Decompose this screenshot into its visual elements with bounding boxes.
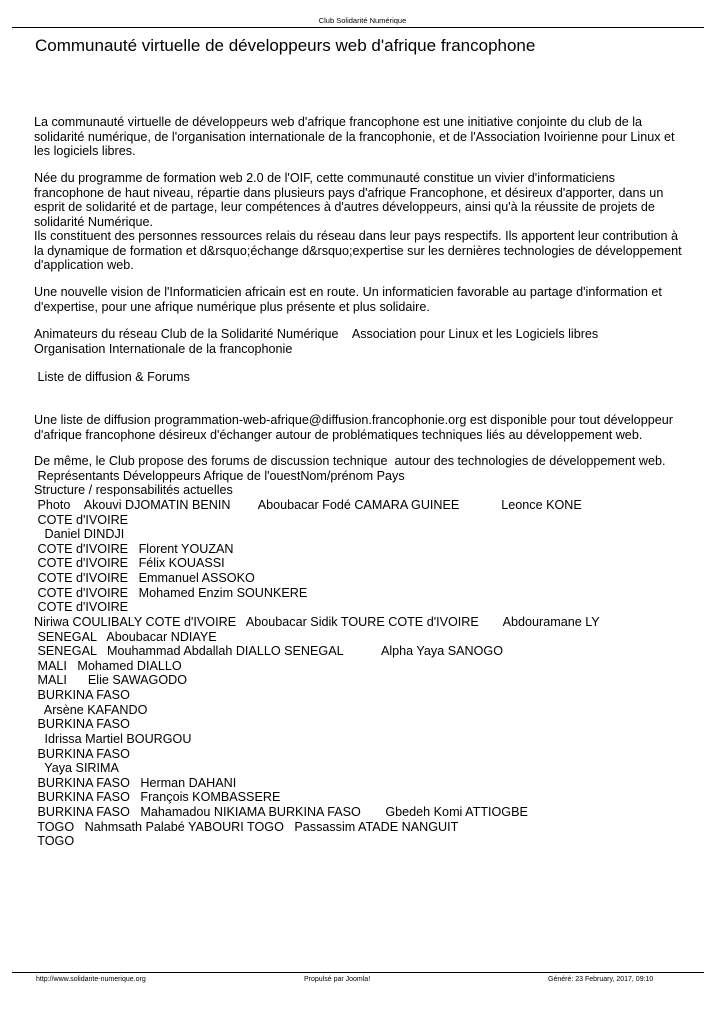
page-title: Communauté virtuelle de développeurs web d'afrique francophone xyxy=(35,36,536,55)
mailing-list-paragraph: Une liste de diffusion programmation-web-afrique@diffusion.francophonie.org est disponible pour tout développeur d'afrique francophone désireux d'échanger autour de problématiques techniques liés au développement web. xyxy=(34,413,673,442)
mailing-list-heading: Liste de diffusion & Forums xyxy=(34,370,190,384)
list-line: MALI Elie SAWAGODO xyxy=(34,673,188,688)
animateurs-line: Animateurs du réseau Club de la Solidarité Numérique Association pour Linux et les Logiciels libres Organisation Internationale de la francophonie xyxy=(34,327,613,356)
list-line: COTE d'IVOIRE xyxy=(34,600,129,615)
footer-url: http://www.solidarite-numerique.org xyxy=(36,976,146,983)
list-line: BURKINA FASO xyxy=(34,688,130,702)
program-paragraph: Née du programme de formation web 2.0 de l'OIF, cette communauté constitue un vivier d'informaticiens francophone de haut niveau, répartie dans plusieurs pays d'afrique Francophone, et désireux d'apporter, dans un esprit de solidarité et de partage, leur compétences à d'autres développeurs, ainsi qu'à la réussite de projets de solidarité Numérique. xyxy=(34,171,664,229)
list-line: De même, le Club propose des forums de discussion technique autour des technologies de développement web. xyxy=(34,454,666,468)
vision-paragraph: Une nouvelle vision de l'Informaticien africain est en route. Un informaticien favorable au partage d'information et d'expertise, pour une afrique numérique plus présente et plus solidaire. xyxy=(34,285,662,314)
list-line: Représentants Développeurs Afrique de l'ouestNom/prénom Pays xyxy=(34,468,405,483)
list-line: Idrissa Martiel BOURGOU xyxy=(34,731,192,746)
list-line: SENEGAL Mouhammad Abdallah DIALLO SENEGAL Alpha Yaya SANOGO xyxy=(34,644,503,659)
relay-paragraph: Ils constituent des personnes ressources relais du réseau dans leur pays respectifs. Ils apportent leur contribution à la dynamique de formation et d&rsquo;échange d&rsquo;expertise sur les dernières technologies de développement d'application web. xyxy=(34,229,682,273)
header-divider xyxy=(12,27,704,28)
list-line: BURKINA FASO François KOMBASSERE xyxy=(34,790,281,805)
list-line: BURKINA FASO xyxy=(34,746,130,761)
list-line: TOGO xyxy=(34,834,75,849)
list-line: TOGO Nahmsath Palabé YABOURI TOGO Passassim ATADE NANGUIT xyxy=(34,819,459,834)
representatives-list xyxy=(34,454,665,849)
list-line: SENEGAL Aboubacar NDIAYE xyxy=(34,629,217,644)
list-line: COTE d'IVOIRE Florent YOUZAN xyxy=(34,541,234,556)
list-line: Arsène KAFANDO xyxy=(34,702,148,717)
list-line: COTE d'IVOIRE xyxy=(34,512,129,527)
list-line: COTE d'IVOIRE Emmanuel ASSOKO xyxy=(34,571,255,585)
list-line: MALI Mohamed DIALLO xyxy=(34,658,182,673)
list-line: BURKINA FASO Mahamadou NIKIAMA BURKINA FASO Gbedeh Komi ATTIOGBE xyxy=(34,805,528,819)
footer-powered: Propulsé par Joomla! xyxy=(304,976,371,983)
list-line: Daniel DINDJI xyxy=(34,527,125,542)
list-line: Niriwa COULIBALY COTE d'IVOIRE Aboubacar Sidik TOURE COTE d'IVOIRE Abdouramane LY xyxy=(34,614,600,629)
list-line: Yaya SIRIMA xyxy=(34,761,119,776)
intro-paragraph: La communauté virtuelle de développeurs web d'afrique francophone est une initiative conjointe du club de la solidarité numérique, de l'organisation internationale de la francophonie, et de l'Association Ivoirienne pour Linux et les logiciels libres. xyxy=(34,115,675,159)
site-header: Club Solidarité Numérique xyxy=(318,16,407,25)
footer-divider xyxy=(12,972,704,973)
footer-generated: Généré: 23 February, 2017, 09:10 xyxy=(548,976,654,983)
list-line: Photo Akouvi DJOMATIN BENIN Aboubacar Fodé CAMARA GUINEE Leonce KONE xyxy=(34,497,582,512)
list-line: BURKINA FASO Herman DAHANI xyxy=(34,775,237,790)
list-line: COTE d'IVOIRE Mohamed Enzim SOUNKERE xyxy=(34,585,308,600)
list-line: Structure / responsabilités actuelles xyxy=(34,483,233,498)
list-line: BURKINA FASO xyxy=(34,717,130,732)
list-line: COTE d'IVOIRE Félix KOUASSI xyxy=(34,556,225,571)
